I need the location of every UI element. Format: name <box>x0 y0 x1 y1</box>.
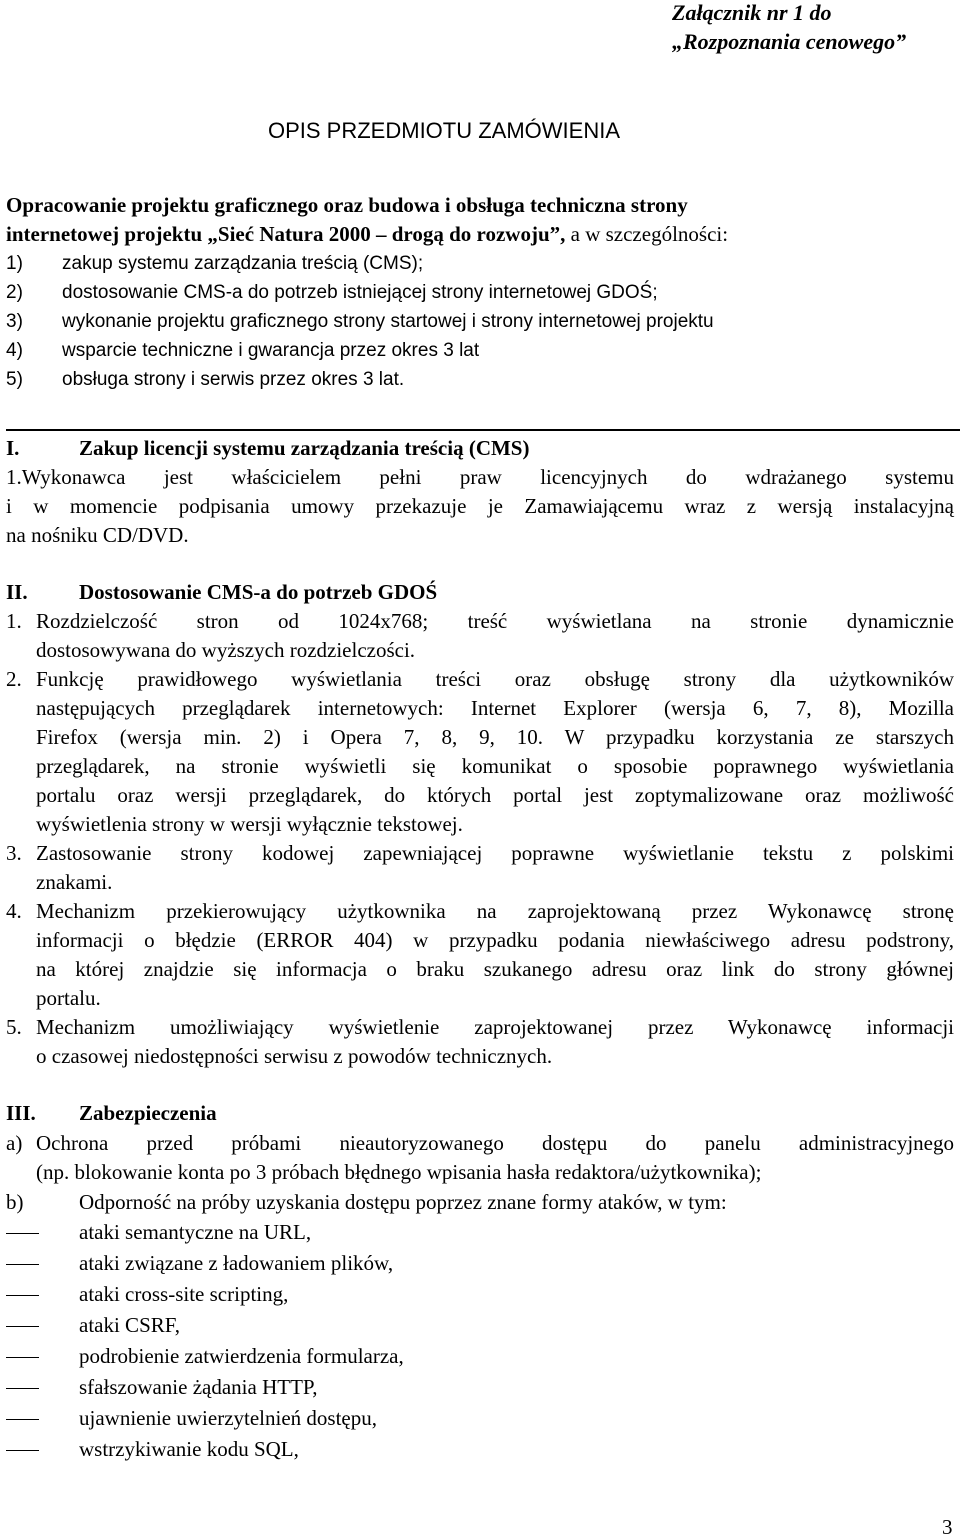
attack-item: ataki związane z ładowaniem plików, <box>79 1251 394 1275</box>
dash-bullet <box>6 1233 39 1234</box>
intro-item-num: 5) <box>6 369 23 390</box>
section-2-number: II. <box>6 580 28 604</box>
list-item-line: portalu oraz wersji przeglądarek, do których portal jest zoptymalizowane oraz możliwość <box>36 783 954 807</box>
section-2-heading: Dostosowanie CMS-a do potrzeb GDOŚ <box>79 580 438 604</box>
intro-line-2 <box>6 222 728 247</box>
list-item-line: przeglądarek, na stronie wyświetli się komunikat o sposobie poprawnego wyświetlania <box>36 754 954 778</box>
intro-item-text: obsługa strony i serwis przez okres 3 lat. <box>62 369 405 390</box>
dash-bullet <box>6 1450 39 1451</box>
section-3-heading: Zabezpieczenia <box>79 1101 217 1125</box>
list-item-line: Mechanizm umożliwiający wyświetlenie zaprojektowanej przez Wykonawcę informacji <box>36 1015 954 1039</box>
intro-item-text: dostosowanie CMS-a do potrzeb istniejącej strony internetowej GDOŚ; <box>62 282 658 303</box>
section-1-heading: Zakup licencji systemu zarządzania treścią (CMS) <box>79 436 530 460</box>
attack-item: podrobienie zatwierdzenia formularza, <box>79 1344 404 1368</box>
section-divider <box>6 429 960 431</box>
intro-item-num: 1) <box>6 253 23 274</box>
list-item-number: 5. <box>6 1015 22 1039</box>
list-item-line: Firefox (wersja min. 2) i Opera 7, 8, 9, 10. W przypadku korzystania ze starszych <box>36 725 954 749</box>
dash-bullet <box>6 1326 39 1327</box>
section-1-line: i w momencie podpisania umowy przekazuje je Zamawiającemu wraz z wersją instalacyjną <box>6 494 954 518</box>
dash-bullet <box>6 1357 39 1358</box>
intro-bold-line-1: Opracowanie projektu graficznego oraz budowa i obsługa techniczna strony <box>6 193 688 217</box>
dash-bullet <box>6 1388 39 1389</box>
list-item-line: Ochrona przed próbami nieautoryzowanego dostępu do panelu administracyjnego <box>36 1131 954 1155</box>
list-item-line: Rozdzielczość stron od 1024x768; treść wyświetlana na stronie dynamicznie <box>36 609 954 633</box>
intro-item-num: 2) <box>6 282 23 303</box>
list-item-line: o czasowej niedostępności serwisu z powodów technicznych. <box>36 1044 553 1068</box>
page-number: 3 <box>942 1515 953 1539</box>
intro-item-num: 3) <box>6 311 23 332</box>
intro-item-num: 4) <box>6 340 23 361</box>
list-item-line: informacji o błędzie (ERROR 404) w przypadku podania niewłaściwego adresu podstrony, <box>36 928 954 952</box>
dash-bullet <box>6 1295 39 1296</box>
section-1-number: I. <box>6 436 20 460</box>
attack-item: ataki CSRF, <box>79 1313 181 1337</box>
intro-normal-line-2: a w szczególności: <box>565 222 729 246</box>
list-item-number: 2. <box>6 667 22 691</box>
list-item-number: 4. <box>6 899 22 923</box>
attack-item: wstrzykiwanie kodu SQL, <box>79 1437 299 1461</box>
list-item-line: następujących przeglądarek internetowych: Internet Explorer (wersja 6, 7, 8), Mozilla <box>36 696 954 720</box>
list-item-line: znakami. <box>36 870 113 894</box>
intro-item-text: zakup systemu zarządzania treścią (CMS); <box>62 253 424 274</box>
dash-bullet <box>6 1419 39 1420</box>
list-item-line: dostosowywana do wyższych rozdzielczości. <box>36 638 416 662</box>
list-item-line: wyświetlenia strony w wersji wyłącznie tekstowej. <box>36 812 463 836</box>
list-item-line: Mechanizm przekierowujący użytkownika na zaprojektowaną przez Wykonawcę stronę <box>36 899 954 923</box>
attack-item: ataki semantyczne na URL, <box>79 1220 312 1244</box>
intro-item-text: wsparcie techniczne i gwarancja przez okres 3 lat <box>62 340 480 361</box>
dash-bullet <box>6 1264 39 1265</box>
attack-item: ataki cross-site scripting, <box>79 1282 289 1306</box>
list-item-line: portalu. <box>36 986 101 1010</box>
list-item-line: Funkcję prawidłowego wyświetlania treści oraz obsługę strony dla użytkowników <box>36 667 954 691</box>
section-1-line: 1.Wykonawca jest właścicielem pełni praw licencyjnych do wdrażanego systemu <box>6 465 954 489</box>
list-item-line: Zastosowanie strony kodowej zapewniającej poprawne wyświetlanie tekstu z polskimi <box>36 841 954 865</box>
list-item-number: 3. <box>6 841 22 865</box>
attack-item: ujawnienie uwierzytelnień dostępu, <box>79 1406 377 1430</box>
list-item-line: (np. blokowanie konta po 3 próbach błędnego wpisania hasła redaktora/użytkownika); <box>36 1160 762 1184</box>
annex-reference: „Rozpoznania cenowego” <box>672 29 907 54</box>
list-item-line: Odporność na próby uzyskania dostępu poprzez znane formy ataków, w tym: <box>79 1190 727 1214</box>
annex-label: Załącznik nr 1 do <box>672 0 832 25</box>
list-item-number: 1. <box>6 609 22 633</box>
section-1-line: na nośniku CD/DVD. <box>6 523 189 547</box>
list-item-letter: b) <box>6 1190 24 1214</box>
attack-item: sfałszowanie żądania HTTP, <box>79 1375 318 1399</box>
intro-item-text: wykonanie projektu graficznego strony startowej i strony internetowej projektu <box>62 311 714 332</box>
list-item-line: na której znajdzie się informacja o braku szukanego adresu oraz link do strony głównej <box>36 957 954 981</box>
list-item-letter: a) <box>6 1131 23 1155</box>
section-3-number: III. <box>6 1101 36 1125</box>
intro-bold-line-2: internetowej projektu „Sieć Natura 2000 – drogą do rozwoju”, <box>6 222 566 246</box>
page-title: OPIS PRZEDMIOTU ZAMÓWIENIA <box>268 118 621 143</box>
